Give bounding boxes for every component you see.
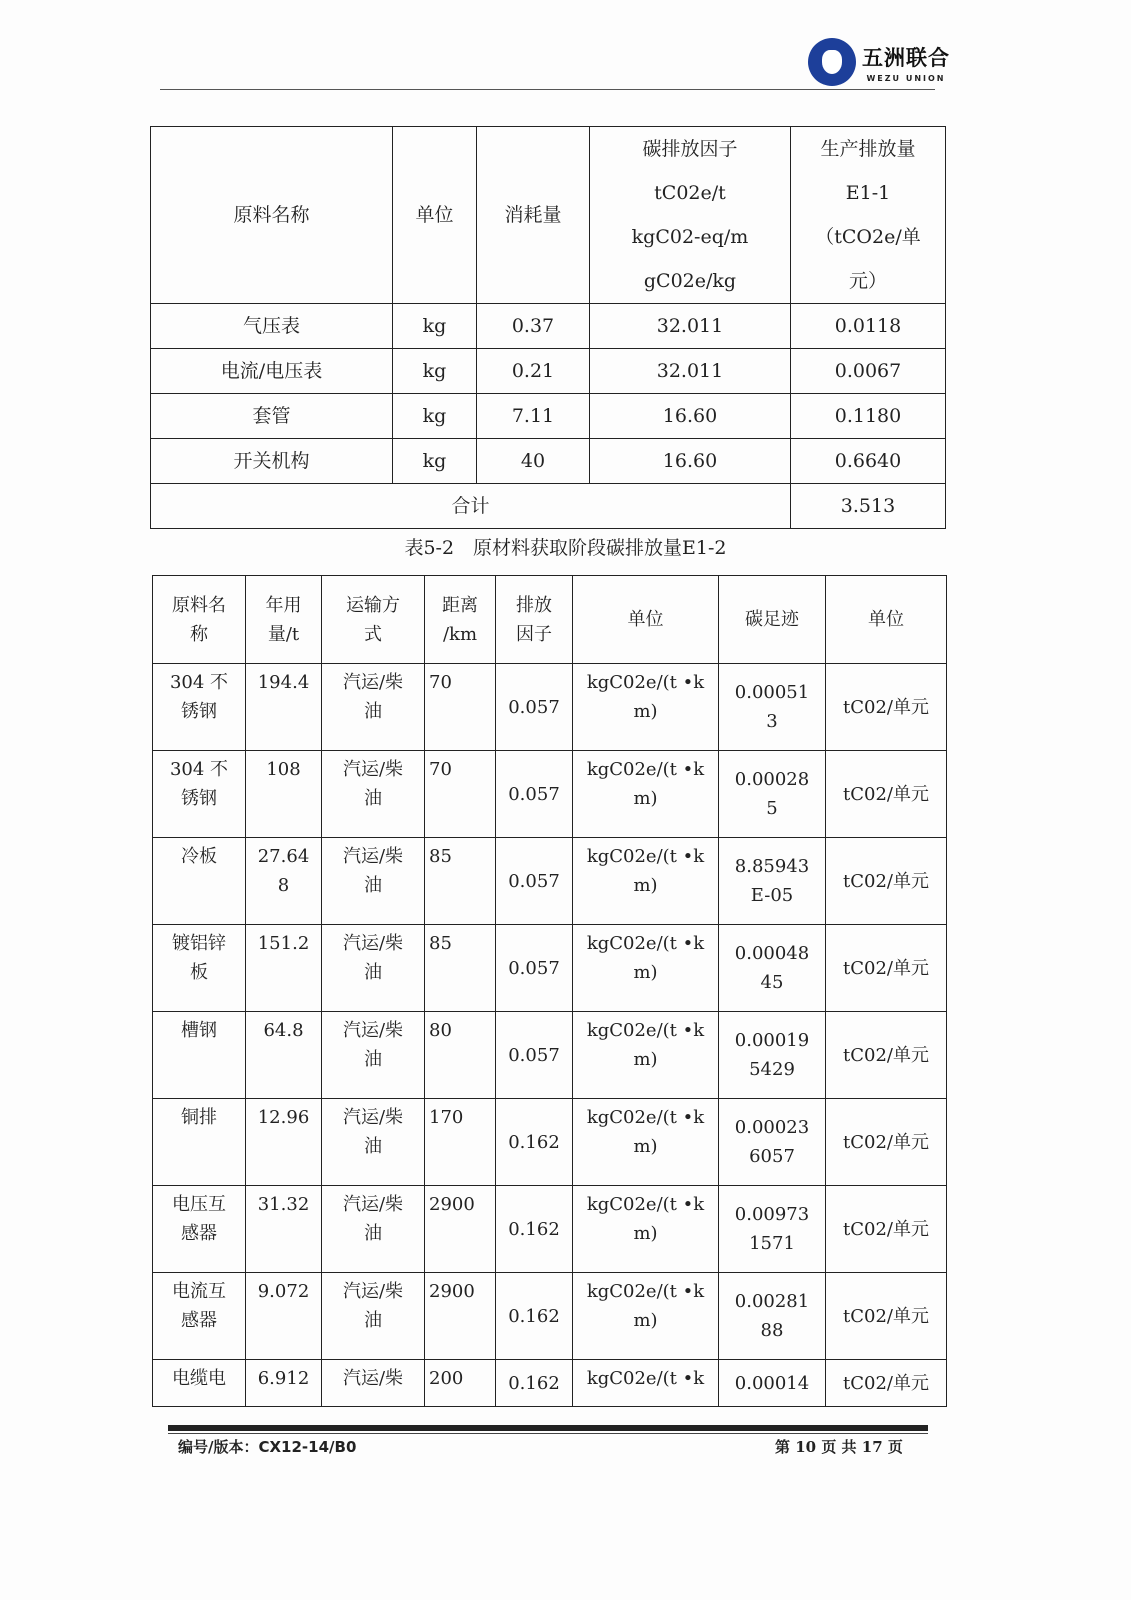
table-cell: 0.0067	[791, 349, 946, 394]
table-header-row	[153, 576, 947, 664]
table-cell: 汽运/柴 油	[322, 664, 425, 751]
table-cell: 0.057	[496, 1012, 573, 1099]
table-cell: 0.057	[496, 664, 573, 751]
table-cell: 32.011	[590, 304, 791, 349]
table-cell: 70	[425, 751, 496, 838]
table-cell: 套管	[151, 394, 393, 439]
table-cell: 开关机构	[151, 439, 393, 484]
table-cell: 气压表	[151, 304, 393, 349]
table-cell: 16.60	[590, 394, 791, 439]
table-cell: kgC02e/(t •k m)	[573, 1186, 719, 1273]
header-cell: 单位	[573, 576, 719, 664]
table-cell: 0.00019 5429	[719, 1012, 826, 1099]
table-row	[151, 304, 946, 349]
table-cell: 0.00051 3	[719, 664, 826, 751]
table-cell: 40	[477, 439, 590, 484]
table-cell: 32.011	[590, 349, 791, 394]
header-divider	[160, 89, 935, 90]
table-cell: 镀铝锌 板	[153, 925, 246, 1012]
table-cell: kgC02e/(t •k m)	[573, 838, 719, 925]
table-cell: 电压互 感器	[153, 1186, 246, 1273]
table-cell: 194.4	[246, 664, 322, 751]
table-cell: 0.00048 45	[719, 925, 826, 1012]
table-cell: 2900	[425, 1186, 496, 1273]
table-cell: 汽运/柴 油	[322, 1012, 425, 1099]
table-cell: 0.162	[496, 1099, 573, 1186]
table-cell: 12.96	[246, 1099, 322, 1186]
header-cell: 原料名 称	[153, 576, 246, 664]
table-cell: kgC02e/(t •k m)	[573, 925, 719, 1012]
table-cell: kgC02e/(t •k m)	[573, 1273, 719, 1360]
raw-material-table	[150, 126, 946, 529]
table-cell: tC02/单元	[826, 664, 947, 751]
table-row	[151, 439, 946, 484]
table-cell: 85	[425, 925, 496, 1012]
logo-cn: 五洲联合	[862, 45, 950, 70]
table-cell: 80	[425, 1012, 496, 1099]
table-cell: tC02/单元	[826, 1360, 947, 1407]
table-cell: 0.37	[477, 304, 590, 349]
table-cell: 31.32	[246, 1186, 322, 1273]
table-cell: tC02/单元	[826, 1099, 947, 1186]
table-cell: 汽运/柴 油	[322, 1273, 425, 1360]
table-cell: kg	[393, 349, 477, 394]
header-cell: 生产排放量 E1-1 （tCO2e/单 元）	[791, 127, 946, 304]
table-cell: tC02/单元	[826, 838, 947, 925]
table-cell: kg	[393, 304, 477, 349]
table-cell: 汽运/柴	[322, 1360, 425, 1407]
table-row	[153, 1099, 947, 1186]
table-cell: 汽运/柴 油	[322, 1099, 425, 1186]
table-cell: 0.00014	[719, 1360, 826, 1407]
table-row	[153, 751, 947, 838]
total-row	[151, 484, 946, 529]
table-cell: 7.11	[477, 394, 590, 439]
table-cell: 170	[425, 1099, 496, 1186]
logo-en: WEZU UNION	[866, 73, 946, 83]
table-cell: 304 不 锈钢	[153, 664, 246, 751]
table-cell: 27.64 8	[246, 838, 322, 925]
table-cell: kg	[393, 439, 477, 484]
table-row	[153, 925, 947, 1012]
table-cell: kgC02e/(t •k m)	[573, 751, 719, 838]
table-cell: 0.162	[496, 1273, 573, 1360]
table-cell: kg	[393, 394, 477, 439]
table-cell: kgC02e/(t •k m)	[573, 664, 719, 751]
company-logo	[808, 38, 950, 86]
header-cell: 排放 因子	[496, 576, 573, 664]
table-cell: kgC02e/(t •k m)	[573, 1012, 719, 1099]
table-cell: 槽钢	[153, 1012, 246, 1099]
table-cell: 9.072	[246, 1273, 322, 1360]
table-cell: tC02/单元	[826, 925, 947, 1012]
table-row	[153, 838, 947, 925]
table-cell: 85	[425, 838, 496, 925]
header-cell: 消耗量	[477, 127, 590, 304]
header-cell: 运输方 式	[322, 576, 425, 664]
table-row	[151, 349, 946, 394]
table-cell: 汽运/柴 油	[322, 838, 425, 925]
document-code: 编号/版本：CX12-14/B0	[178, 1438, 357, 1456]
table-cell: 0.00973 1571	[719, 1186, 826, 1273]
table-cell: tC02/单元	[826, 1012, 947, 1099]
table-cell: 0.00028 5	[719, 751, 826, 838]
header-cell: 单位	[393, 127, 477, 304]
table-cell: tC02/单元	[826, 1186, 947, 1273]
table-cell: 0.1180	[791, 394, 946, 439]
table-cell: 0.0118	[791, 304, 946, 349]
table-row	[153, 1360, 947, 1407]
table-row	[151, 394, 946, 439]
table-cell: kgC02e/(t •k m)	[573, 1099, 719, 1186]
table-cell: 0.162	[496, 1186, 573, 1273]
table-cell: 汽运/柴 油	[322, 925, 425, 1012]
table-cell: 0.00023 6057	[719, 1099, 826, 1186]
table-cell: tC02/单元	[826, 1273, 947, 1360]
table-cell: 0.057	[496, 925, 573, 1012]
table-cell: 汽运/柴 油	[322, 1186, 425, 1273]
table-cell: 16.60	[590, 439, 791, 484]
header-cell: 距离 /km	[425, 576, 496, 664]
table-caption: 表5-2 原材料获取阶段碳排放量E1-2	[404, 537, 727, 559]
header-cell: 原料名称	[151, 127, 393, 304]
table-cell: 70	[425, 664, 496, 751]
table-cell: 0.21	[477, 349, 590, 394]
table-row	[153, 1012, 947, 1099]
table-cell: 0.162	[496, 1360, 573, 1407]
page-number: 第 10 页 共 17 页	[775, 1438, 903, 1456]
table-cell: 6.912	[246, 1360, 322, 1407]
table-cell: 151.2	[246, 925, 322, 1012]
table-row	[153, 1273, 947, 1360]
table-header-row	[151, 127, 946, 304]
table-cell: tC02/单元	[826, 751, 947, 838]
table-cell: 200	[425, 1360, 496, 1407]
table-cell: 铜排	[153, 1099, 246, 1186]
globe-lion-icon	[808, 38, 856, 86]
table-cell: 64.8	[246, 1012, 322, 1099]
footer-rule-thin	[168, 1433, 928, 1434]
table-cell: 0.6640	[791, 439, 946, 484]
table-cell: kgC02e/(t •k	[573, 1360, 719, 1407]
table-cell: 8.85943 E-05	[719, 838, 826, 925]
table-cell: 电流互 感器	[153, 1273, 246, 1360]
table-row	[153, 1186, 947, 1273]
header-cell: 年用 量/t	[246, 576, 322, 664]
footer-rule	[168, 1425, 928, 1431]
table-cell: 0.057	[496, 838, 573, 925]
header-cell: 碳排放因子 tC02e/t kgC02-eq/m gC02e/kg	[590, 127, 791, 304]
transport-emission-table	[152, 575, 947, 1407]
header-cell: 单位	[826, 576, 947, 664]
total-label: 合计	[151, 484, 791, 529]
table-cell: 0.057	[496, 751, 573, 838]
total-value: 3.513	[791, 484, 946, 529]
header-cell: 碳足迹	[719, 576, 826, 664]
table-cell: 汽运/柴 油	[322, 751, 425, 838]
table-cell: 108	[246, 751, 322, 838]
table-cell: 冷板	[153, 838, 246, 925]
table-row	[153, 664, 947, 751]
table-cell: 2900	[425, 1273, 496, 1360]
table-cell: 304 不 锈钢	[153, 751, 246, 838]
table-cell: 电缆电	[153, 1360, 246, 1407]
table-cell: 电流/电压表	[151, 349, 393, 394]
table-cell: 0.00281 88	[719, 1273, 826, 1360]
